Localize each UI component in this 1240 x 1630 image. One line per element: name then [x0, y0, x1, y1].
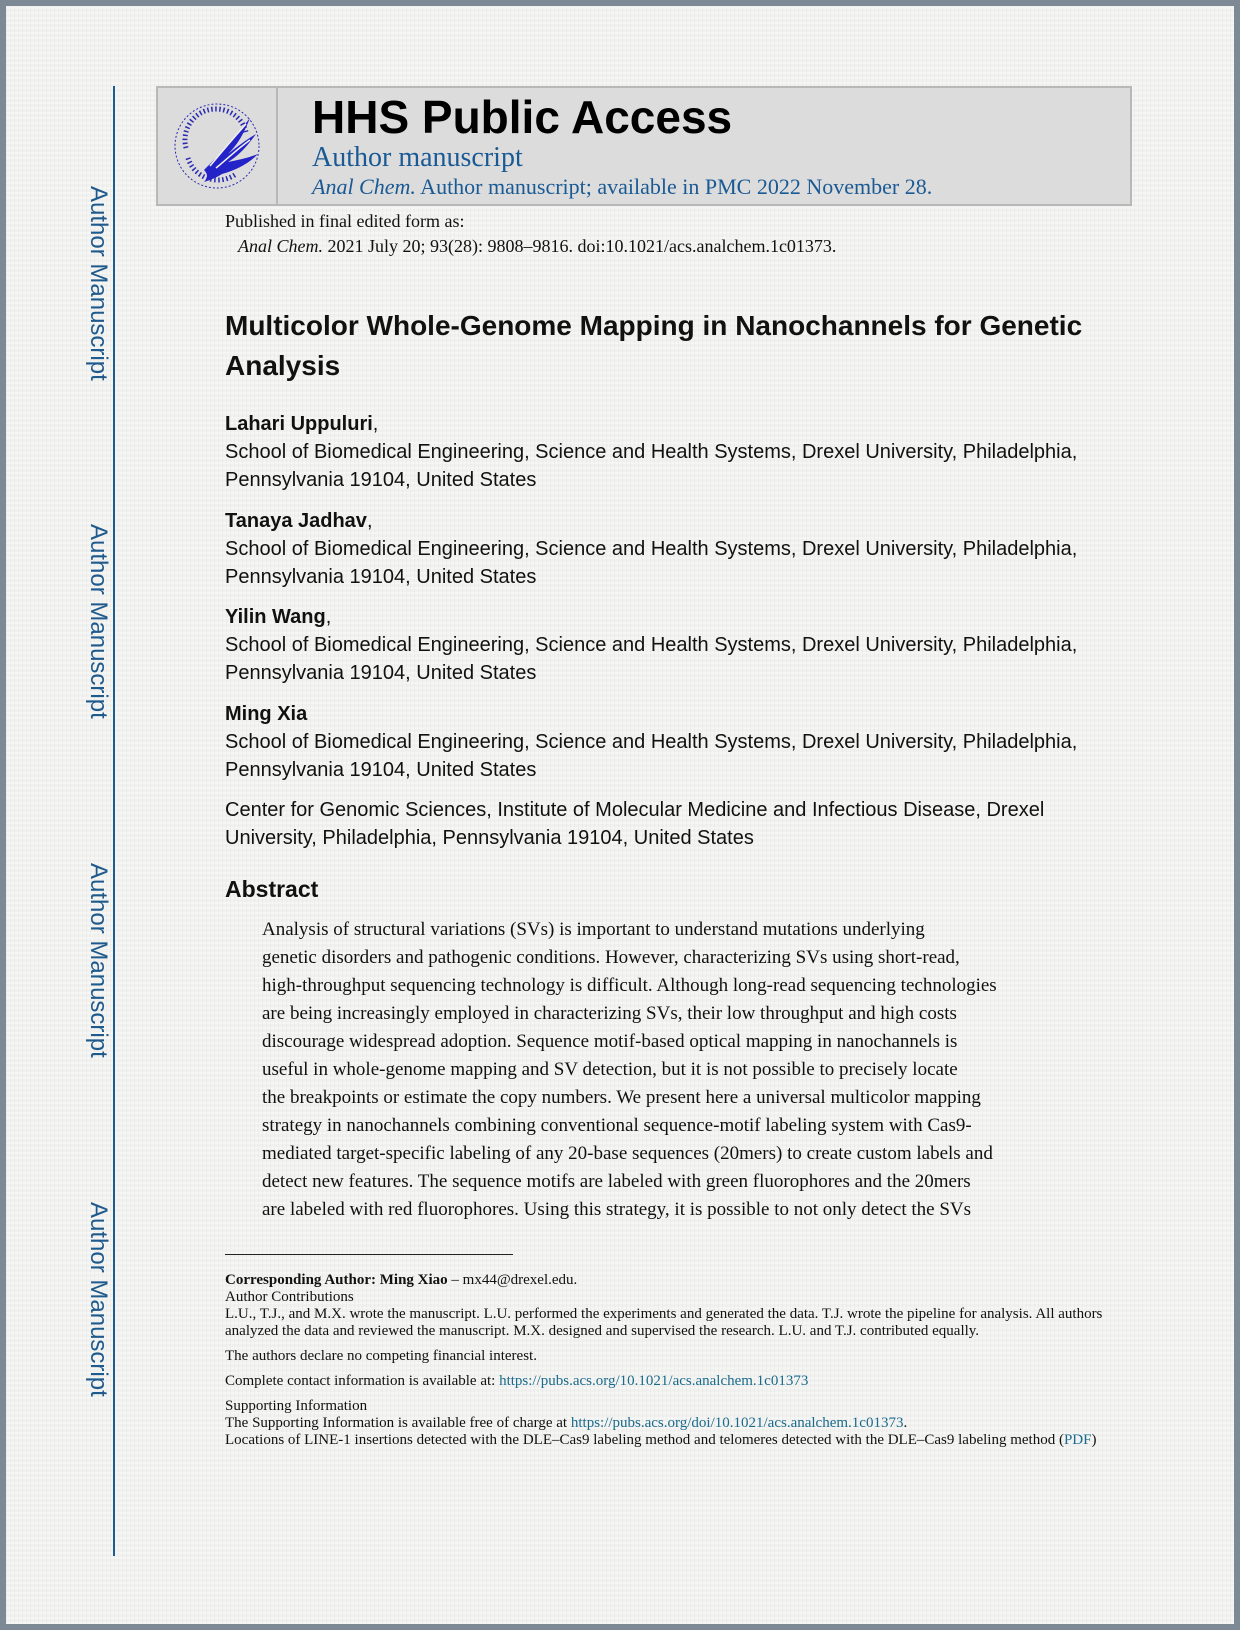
author-block: [225, 700, 1105, 784]
abstract-line: detect new features. The sequence motifs are labeled with green fluorophores and the 20mers: [262, 1171, 971, 1192]
competing-interest: The authors declare no competing financial interest.: [225, 1348, 537, 1364]
citation-journal: Anal Chem.: [238, 236, 323, 256]
corresponding-email: – mx44@drexel.edu.: [447, 1272, 578, 1288]
side-watermark-1: Author Manuscript: [85, 186, 112, 381]
hhs-subtitle: Author manuscript: [312, 142, 523, 173]
si-availability: [225, 1415, 1105, 1432]
extra-affiliation: Center for Genomic Sciences, Institute of Molecular Medicine and Infectious Disease, Drexel University, Philadelphia, Pennsylvania 19104, United States: [225, 799, 1045, 849]
si-heading: Supporting Information: [225, 1398, 368, 1414]
published-label: Published in final edited form as:: [225, 211, 465, 231]
author-block: [225, 603, 1105, 687]
abstract-line: mediated target-specific labeling of any 20-base sequences (20mers) to create custom labels and: [262, 1143, 993, 1164]
si-close: ): [1091, 1432, 1097, 1448]
contributions-text: L.U., T.J., and M.X. wrote the manuscript. L.U. performed the experiments and generated the data. T.J. wrote the pipeline for analysis. All authors analyzed the data and reviewed the manuscript. M.X. designed and supervised the research. L.U. and T.J. contributed equally.: [225, 1306, 1103, 1339]
abstract-line: high-throughput sequencing technology is difficult. Although long-read sequencing technologies: [262, 975, 997, 996]
footnotes: [225, 1272, 1105, 1449]
abstract-line: are being increasingly employed in characterizing SVs, their low throughput and high costs: [262, 1003, 957, 1024]
abstract-line: Analysis of structural variations (SVs) is important to understand mutations underlying: [262, 919, 925, 940]
contact-text: Complete contact information is available at:: [225, 1373, 500, 1389]
author-name: Ming Xia: [225, 703, 308, 725]
author-affiliation: School of Biomedical Engineering, Science and Health Systems, Drexel University, Philadelphia, Pennsylvania 19104, United States: [225, 634, 1078, 684]
si-period: .: [903, 1415, 908, 1431]
hhs-eagle-icon: [158, 88, 276, 204]
si-desc-text: Locations of LINE-1 insertions detected with the DLE–Cas9 labeling method and telomeres detected with the DLE–Cas9 labeling method (: [225, 1432, 1064, 1448]
abstract-line: genetic disorders and pathogenic conditions. However, characterizing SVs using short-read,: [262, 947, 960, 968]
contact-info: [225, 1373, 1105, 1390]
author-name: Yilin Wang: [225, 606, 326, 628]
side-watermark-2: Author Manuscript: [85, 524, 112, 719]
author-affiliation: School of Biomedical Engineering, Science and Health Systems, Drexel University, Philadelphia, Pennsylvania 19104, United States: [225, 538, 1078, 588]
author-affiliation: School of Biomedical Engineering, Science and Health Systems, Drexel University, Philadelphia, Pennsylvania 19104, United States: [225, 731, 1078, 781]
contact-link[interactable]: https://pubs.acs.org/10.1021/acs.analchem.1c01373: [499, 1373, 809, 1389]
author-block: [225, 410, 1105, 494]
si-description: [225, 1432, 1105, 1449]
author-affiliation: School of Biomedical Engineering, Science and Health Systems, Drexel University, Philadelphia, Pennsylvania 19104, United States: [225, 441, 1078, 491]
author-suffix: ,: [366, 510, 373, 532]
footnote-divider: [225, 1254, 513, 1255]
header-availability-text: Author manuscript; available in PMC 2022 November 28.: [415, 174, 933, 199]
hhs-logo: [158, 88, 278, 204]
author-name: Tanaya Jadhav: [225, 510, 367, 532]
author-suffix: ,: [325, 606, 332, 628]
author-suffix: ,: [372, 413, 379, 435]
hhs-header: [156, 86, 1132, 206]
abstract-line: strategy in nanochannels combining conventional sequence-motif labeling system with Cas9-: [262, 1115, 972, 1136]
corresponding-author: [225, 1272, 1105, 1289]
side-watermark-3: Author Manuscript: [85, 863, 112, 1058]
citation-text: 2021 July 20; 93(28): 9808–9816. doi:10.1021/acs.analchem.1c01373.: [323, 236, 837, 256]
abstract-line: discourage widespread adoption. Sequence motif-based optical mapping in nanochannels is: [262, 1031, 958, 1052]
abstract-line: are labeled with red fluorophores. Using this strategy, it is possible to not only detect the SVs: [262, 1199, 972, 1220]
abstract-body: [262, 916, 1052, 1224]
si-text: The Supporting Information is available free of charge at: [225, 1415, 571, 1431]
manuscript-page: [6, 6, 1234, 1624]
author-name: Lahari Uppuluri: [225, 413, 373, 435]
article-title: Multicolor Whole-Genome Mapping in Nanochannels for Genetic Analysis: [225, 310, 1083, 381]
abstract-line: useful in whole-genome mapping and SV detection, but it is not possible to precisely locate: [262, 1059, 958, 1080]
abstract-heading: Abstract: [225, 876, 319, 902]
author-block: [225, 507, 1105, 591]
hhs-title: HHS Public Access: [312, 91, 733, 143]
hhs-availability: [312, 174, 932, 200]
publication-citation: [238, 236, 836, 257]
side-watermark-4: Author Manuscript: [85, 1202, 112, 1397]
corresponding-label: Corresponding Author: Ming Xiao: [225, 1272, 448, 1288]
header-journal: Anal Chem.: [312, 174, 416, 199]
si-pdf-link[interactable]: PDF: [1063, 1432, 1092, 1448]
si-link[interactable]: https://pubs.acs.org/doi/10.1021/acs.analchem.1c01373: [570, 1415, 904, 1431]
contributions-heading: Author Contributions: [225, 1289, 354, 1305]
abstract-line: the breakpoints or estimate the copy numbers. We present here a universal multicolor mapping: [262, 1087, 981, 1108]
